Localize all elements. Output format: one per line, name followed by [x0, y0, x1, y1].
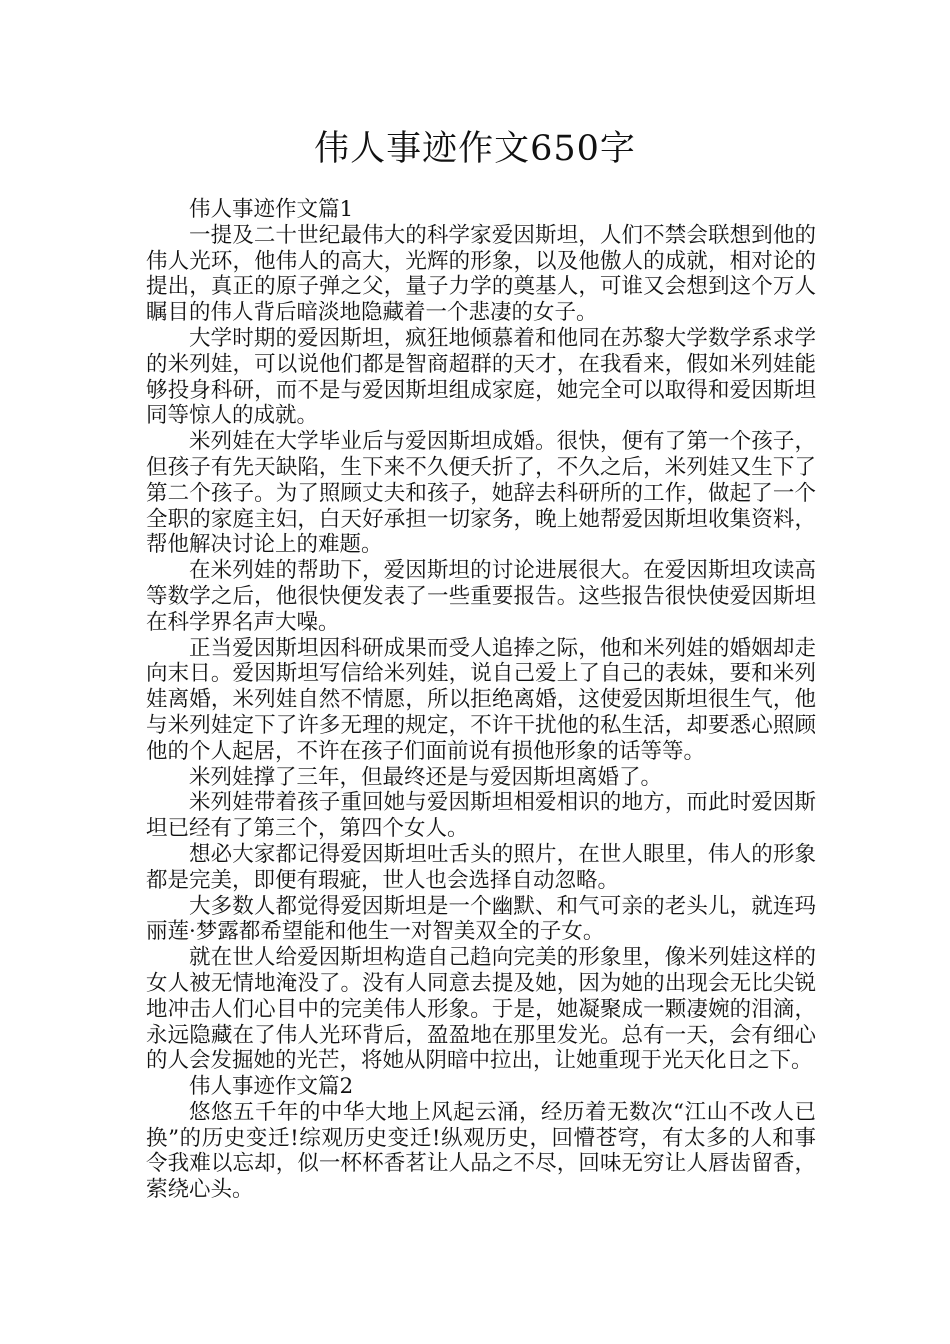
- paragraph: 大学时期的爱因斯坦，疯狂地倾慕着和他同在苏黎大学数学系求学的米列娃，可以说他们都是智商超群的天才，在我看来，假如米列娃能够投身科研，而不是与爱因斯坦组成家庭，她完全可以取得和爱因斯坦同等惊人的成就。: [146, 325, 816, 429]
- paragraph: 想必大家都记得爱因斯坦吐舌头的照片，在世人眼里，伟人的形象都是完美，即便有瑕疵，世人也会选择自动忽略。: [146, 841, 816, 893]
- paragraph: 在米列娃的帮助下，爱因斯坦的讨论进展很大。在爱因斯坦攻读高等数学之后，他很快便发表了一些重要报告。这些报告很快使爱因斯坦在科学界名声大噪。: [146, 558, 816, 635]
- paragraph: 米列娃在大学毕业后与爱因斯坦成婚。很快，便有了第一个孩子，但孩子有先天缺陷，生下来不久便夭折了，不久之后，米列娃又生下了第二个孩子。为了照顾丈夫和孩子，她辞去科研所的工作，做起了一个全职的家庭主妇，白天好承担一切家务，晚上她帮爱因斯坦收集资料，帮他解决讨论上的难题。: [146, 429, 816, 558]
- paragraph: 米列娃带着孩子重回她与爱因斯坦相爱相识的地方，而此时爱因斯坦已经有了第三个，第四个女人。: [146, 790, 816, 842]
- paragraph: 悠悠五千年的中华大地上风起云涌，经历着无数次“江山不改人已换”的历史变迁!综观历史变迁!纵观历史，回懵苍穹，有太多的人和事令我难以忘却，似一杯杯香茗让人品之不尽，回味无穷让人唇齿留香，萦绕心头。: [146, 1099, 816, 1203]
- paragraph: 就在世人给爱因斯坦构造自己趋向完美的形象里，像米列娃这样的女人被无情地淹没了。没有人同意去提及她，因为她的出现会无比尖锐地冲击人们心目中的完美伟人形象。于是，她凝聚成一颗凄婉的泪滴，永远隐藏在了伟人光环背后，盈盈地在那里发光。总有一天，会有细心的人会发掘她的光芒，将她从阴暗中拉出，让她重现于光天化日之下。: [146, 945, 816, 1074]
- paragraph: 正当爱因斯坦因科研成果而受人追捧之际，他和米列娃的婚姻却走向末日。爱因斯坦写信给米列娃，说自己爱上了自己的表妹，要和米列娃离婚，米列娃自然不情愿，所以拒绝离婚，这使爱因斯坦很生气，他与米列娃定下了许多无理的规定，不许干扰他的私生活，却要悉心照顾他的个人起居，不许在孩子们面前说有损他形象的话等等。: [146, 635, 816, 764]
- document-body: [146, 197, 816, 1203]
- paragraph: 大多数人都觉得爱因斯坦是一个幽默、和气可亲的老头儿，就连玛丽莲·梦露都希望能和他生一对智美双全的子女。: [146, 893, 816, 945]
- heading-essay-1: 伟人事迹作文篇1: [189, 197, 354, 222]
- paragraph: 米列娃撑了三年，但最终还是与爱因斯坦离婚了。: [189, 764, 663, 790]
- paragraph: 一提及二十世纪最伟大的科学家爱因斯坦，人们不禁会联想到他的伟人光环，他伟人的高大，光辉的形象，以及他傲人的成就，相对论的提出，真正的原子弹之父，量子力学的奠基人，可谁又会想到这个万人瞩目的伟人背后暗淡地隐藏着一个悲凄的女子。: [146, 222, 816, 326]
- document-title: 伟人事迹作文650字: [314, 129, 636, 169]
- heading-essay-2: 伟人事迹作文篇2: [189, 1074, 354, 1100]
